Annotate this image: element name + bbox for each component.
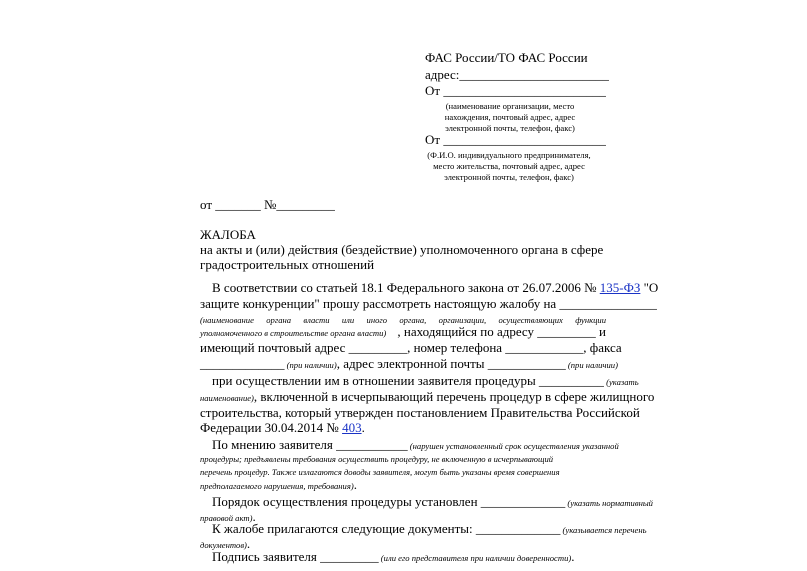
para3-line4: предполагаемого нарушения, требования). [200,477,357,492]
para1-line2: защите конкуренции" прошу рассмотреть настоящую жалобу на _______________ [200,296,657,311]
org-note-2: нахождения, почтовый адрес, адрес [444,112,576,122]
para6-signature-line: Подпись заявителя _________ (или его представителя при наличии доверенности). [212,549,575,564]
para3-line1: По мнению заявителя ___________ (нарушен установленный срок осуществления указанной [212,437,619,452]
para1-line4: имеющий почтовый адрес _________, номер телефона ____________, факса [200,340,622,355]
from-org-line: От _________________________ [425,83,606,98]
para4-line1: Порядок осуществления процедуры установлен _____________ (указать нормативный [212,494,653,509]
para2-line3: строительства, который утвержден постановлением Правительства Российской [200,405,640,420]
para1-line1: В соответствии со статьей 18.1 Федерального закона от 26.07.2006 № 135-ФЗ "О [212,280,659,295]
document-title: ЖАЛОБА [200,227,256,242]
para3-note3: перечень процедур. Также излагаются доводы заявителя, могут быть указаны время совершения [200,467,560,477]
recipient: ФАС России/ТО ФАС России [425,50,588,65]
para5-line2: документов). [200,536,251,551]
decree-403-link[interactable]: 403 [342,420,362,435]
para5-line1: К жалобе прилагаются следующие документы: _____________ (указывается перечень [212,521,647,536]
para2-line4: Федерации 30.04.2014 № 403. [200,420,365,435]
para1-line3: уполномоченного в строительстве органа власти) , находящийся по адресу _________ и [200,324,606,339]
org-note-3: электронной почты, телефон, факс) [445,123,575,133]
para4-line2: правовой акт). [200,509,256,524]
para2-line2: наименование), включенной в исчерпывающий перечень процедур в сфере жилищного [200,389,655,404]
date-number-line: от _______ №_________ [200,197,335,212]
para1-note-line: (наименование органа власти или иного органа, организации, осуществляющих функции [200,315,606,325]
org-note-1: (наименование организации, место [445,101,575,111]
person-note-1: (Ф.И.О. индивидуального предпринимателя, [427,150,591,160]
para1-line5: _____________ (при наличии), адрес электронной почты ____________ (при наличии) [200,356,618,371]
address-line: адрес:_______________________ [425,67,609,82]
para3-note2: процедуры; предъявлены требования осуществить процедуру, не включенную в исчерпывающий [200,454,554,464]
law-135fz-link[interactable]: 135-ФЗ [599,280,641,295]
document-subtitle-1: на акты и (или) действия (бездействие) уполномоченного органа в сфере [200,242,604,257]
person-note-2: место жительства, почтовый адрес, адрес [433,161,585,171]
para2-line1: при осуществлении им в отношении заявителя процедуры __________ (указать [212,373,639,388]
document-subtitle-2: градостроительных отношений [200,257,375,272]
from-person-line: От _________________________ [425,132,606,147]
person-note-3: электронной почты, телефон, факс) [444,172,574,182]
